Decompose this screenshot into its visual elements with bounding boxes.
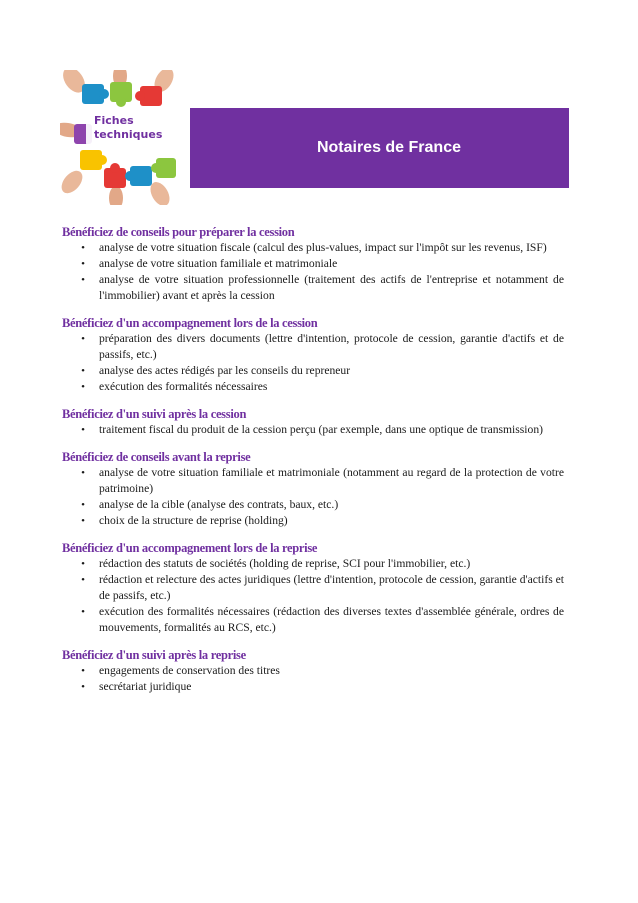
section-conseils-reprise [62,449,564,529]
list-item: • préparation des divers documents (lettre d'intention, protocole de cession, garantie d'actifs et de passifs, etc.) [62,331,564,363]
section-suivi-reprise [62,647,564,695]
list-item: • choix de la structure de reprise (holding) [62,513,564,529]
bullet-list [62,331,564,395]
list-item: • exécution des formalités nécessaires (rédaction des diverses textes d'assemblée générale, ordres de mouvements, formalités au RCS, etc.) [62,604,564,636]
page-title: Notaires de France [316,139,461,156]
bullet-icon: • [81,365,85,377]
bullet-icon: • [81,333,85,345]
section-title: Bénéficiez d'un accompagnement lors de la reprise [62,541,318,555]
bullet-icon: • [81,499,85,511]
bullet-list [62,422,564,438]
bullet-list [62,465,564,529]
bullet-icon: • [81,424,85,436]
bullet-icon: • [81,467,85,479]
header-banner [190,108,569,188]
bullet-list [62,556,564,636]
list-item: • rédaction des statuts de sociétés (holding de reprise, SCI pour l'immobilier, etc.) [62,556,564,572]
list-item: • analyse de votre situation familiale et matrimoniale (notamment au regard de la protection de votre patrimoine) [62,465,564,497]
list-item: • analyse des actes rédigés par les conseils du repreneur [62,363,564,379]
list-item: • rédaction et relecture des actes juridiques (lettre d'intention, protocole de cession, garantie d'actifs et de passifs, etc.) [62,572,564,604]
bullet-icon: • [81,258,85,270]
bullet-icon: • [81,274,85,286]
section-accompagnement-reprise [62,540,564,636]
section-accompagnement-cession [62,315,564,395]
list-item: • analyse de votre situation fiscale (calcul des plus-values, impact sur l'impôt sur les revenus, ISF) [62,240,564,256]
document-body [62,224,564,706]
bullet-icon: • [81,665,85,677]
logo-label-line1: Fiches [94,114,134,127]
list-item: • secrétariat juridique [62,679,564,695]
bullet-icon: • [81,381,85,393]
list-item: • exécution des formalités nécessaires [62,379,564,395]
bullet-icon: • [81,574,85,586]
list-item: • traitement fiscal du produit de la cession perçu (par exemple, dans une optique de transmission) [62,422,564,438]
bullet-icon: • [81,681,85,693]
bullet-icon: • [81,558,85,570]
bullet-icon: • [81,242,85,254]
list-item: • analyse de la cible (analyse des contrats, baux, etc.) [62,497,564,513]
list-item: • engagements de conservation des titres [62,663,564,679]
bullet-list [62,240,564,304]
bullet-list [62,663,564,695]
bullet-icon: • [81,606,85,618]
section-title: Bénéficiez d'un suivi après la cession [62,407,247,421]
section-title: Bénéficiez de conseils avant la reprise [62,450,251,464]
section-title: Bénéficiez d'un accompagnement lors de la cession [62,316,318,330]
fiches-techniques-logo [60,70,196,205]
logo-label-line2: techniques [94,128,163,141]
bullet-icon: • [81,515,85,527]
list-item: • analyse de votre situation familiale et matrimoniale [62,256,564,272]
section-conseils-cession [62,224,564,304]
section-title: Bénéficiez d'un suivi après la reprise [62,648,246,662]
section-suivi-cession [62,406,564,438]
list-item: • analyse de votre situation professionnelle (traitement des actifs de l'entreprise et notamment de l'immobilier) avant et après la cession [62,272,564,304]
section-title: Bénéficiez de conseils pour préparer la cession [62,225,295,239]
